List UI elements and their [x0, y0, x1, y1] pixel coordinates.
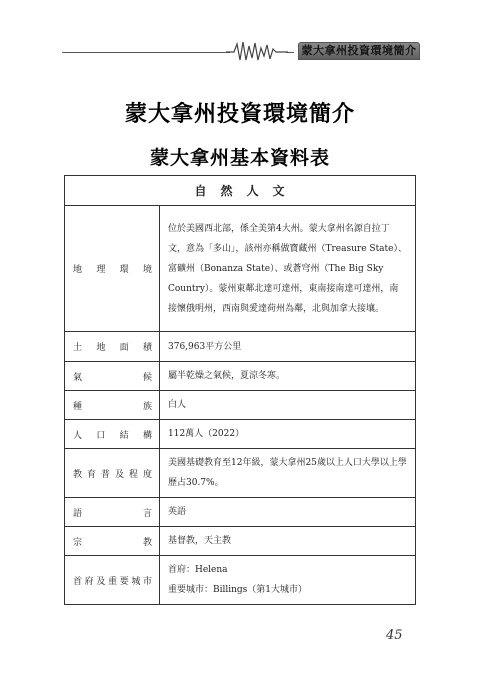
row-value: 白人	[160, 391, 416, 420]
row-label: 氣候	[65, 362, 160, 391]
row-value: 英語	[160, 498, 416, 527]
table-row	[65, 391, 416, 420]
row-label: 種族	[65, 391, 160, 420]
row-value: 位於美國西北部，係全美第4大州。蒙大拿州名源自拉丁文，意為「多山」，該州亦稱做寶藏州（Treasure State）、富礦州（Bonanza State）、或蒼穹州（The Big Sky Country）。蒙州東鄰北達可達州，東南接南達可達州，南接懷俄明州，西南與愛達荷州為鄰，北與加拿大接壤。	[160, 206, 416, 332]
row-label: 語言	[65, 498, 160, 527]
table-row	[65, 332, 416, 362]
heartbeat-wave-icon	[226, 40, 288, 62]
header-rule-right	[286, 52, 294, 53]
row-value: 美國基礎教育至12年級，蒙大拿州25歲以上人口大學以上學歷占30.7%。	[160, 449, 416, 498]
header-rule-left	[62, 52, 230, 53]
row-label: 土地面積	[65, 332, 160, 362]
table-title: 蒙大拿州基本資料表	[149, 147, 330, 169]
row-label: 教育普及程度	[65, 449, 160, 498]
row-label: 地理環境	[65, 206, 160, 332]
row-value: 基督教，天主教	[160, 527, 416, 556]
row-value: 376,963平方公里	[160, 332, 416, 362]
table-header-row	[65, 176, 416, 206]
capital-line: 首府：Helena	[168, 565, 228, 575]
section-header: 自然人文	[65, 176, 416, 206]
table-row	[65, 449, 416, 498]
major-city-line: 重要城市：Billings（第1大城市）	[168, 585, 308, 595]
page-number: 45	[386, 628, 403, 643]
header-tab: 蒙大拿州投資環境簡介	[298, 42, 420, 60]
table-row	[65, 362, 416, 391]
basic-info-table	[64, 175, 416, 605]
table-row	[65, 498, 416, 527]
row-label: 人口結構	[65, 420, 160, 449]
row-label: 宗教	[65, 527, 160, 556]
table-row	[65, 527, 416, 556]
table-row	[65, 556, 416, 605]
row-value	[160, 556, 416, 605]
row-label: 首府及重要城市	[65, 556, 160, 605]
row-value: 屬半乾燥之氣候，夏涼冬寒。	[160, 362, 416, 391]
table-row	[65, 420, 416, 449]
table-row	[65, 206, 416, 332]
row-value: 112萬人（2022）	[160, 420, 416, 449]
page-title: 蒙大拿州投資環境簡介	[124, 102, 355, 127]
